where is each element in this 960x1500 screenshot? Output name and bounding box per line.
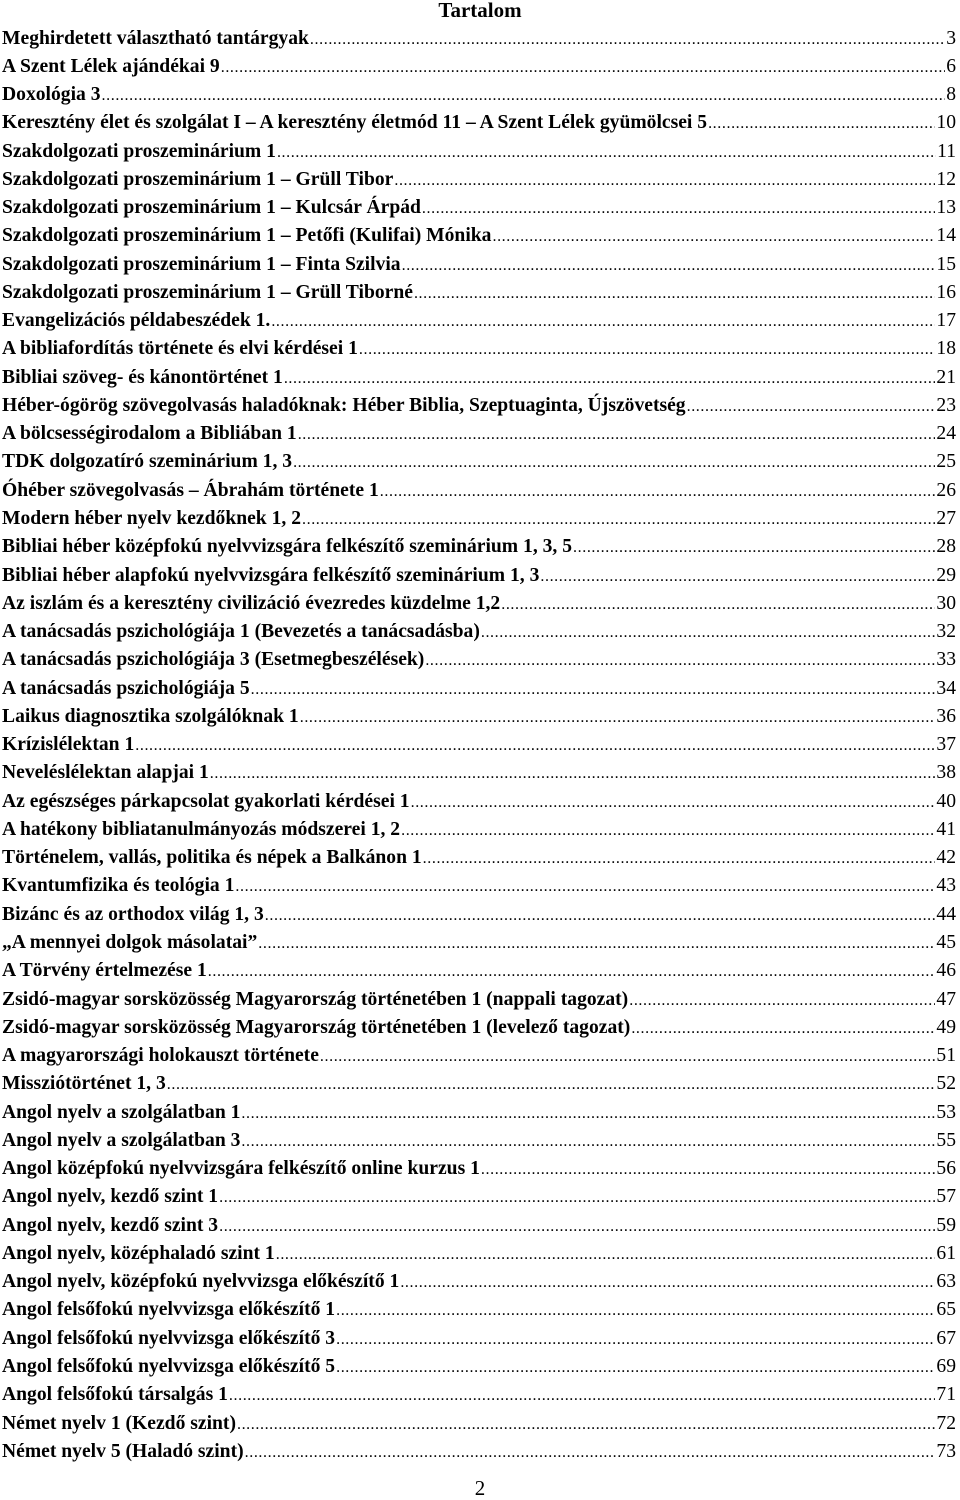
toc-entry-page-number: 43 xyxy=(936,875,956,897)
toc-entry[interactable] xyxy=(2,505,956,533)
dot-leader xyxy=(221,54,945,82)
dot-leader xyxy=(271,308,935,336)
dot-leader xyxy=(265,902,936,930)
toc-entry-page-number: 73 xyxy=(936,1440,956,1462)
toc-entry-page-number: 53 xyxy=(936,1101,956,1123)
dot-leader xyxy=(241,1128,935,1156)
toc-entry-page-number: 47 xyxy=(936,988,956,1010)
toc-entry-title: Angol felsőfokú nyelvvizsga előkészítő 3 xyxy=(2,1327,336,1349)
dot-leader xyxy=(687,393,936,421)
toc-entry-title: Keresztény élet és szolgálat I – A keresztény életmód 11 – A Szent Lélek gyümölcsei 5 xyxy=(2,112,708,134)
toc-entry-page-number: 56 xyxy=(936,1158,956,1180)
toc-entry-page-number: 41 xyxy=(936,818,956,840)
toc-entry-title: Szakdolgozati proszeminárium 1 – Grüll Tibor xyxy=(2,168,394,190)
dot-leader xyxy=(241,1100,935,1128)
dot-leader xyxy=(135,732,935,760)
toc-entry[interactable] xyxy=(2,1212,956,1240)
toc-entry-title: Angol középfokú nyelvvizsgára felkészítő online kurzus 1 xyxy=(2,1158,480,1180)
toc-entry[interactable] xyxy=(2,618,956,646)
toc-entry-page-number: 17 xyxy=(936,310,956,332)
toc-entry-title: Bibliai héber középfokú nyelvvizsgára felkészítő szeminárium 1, 3, 5 xyxy=(2,536,573,558)
dot-leader xyxy=(310,26,945,54)
toc-entry[interactable] xyxy=(2,166,956,194)
toc-entry-title: A bölcsességirodalom a Bibliában 1 xyxy=(2,423,297,445)
toc-entry-page-number: 33 xyxy=(936,649,956,671)
dot-leader xyxy=(298,421,936,449)
toc-entry-page-number: 13 xyxy=(936,197,956,219)
dot-leader xyxy=(425,647,935,675)
toc-entry-page-number: 38 xyxy=(936,762,956,784)
toc-entry-page-number: 18 xyxy=(936,338,956,360)
toc-entry-page-number: 12 xyxy=(936,168,956,190)
toc-entry-page-number: 26 xyxy=(936,479,956,501)
toc-entry-page-number: 34 xyxy=(936,677,956,699)
dot-leader xyxy=(219,1184,935,1212)
toc-entry-title: Az egészséges párkapcsolat gyakorlati kérdései 1 xyxy=(2,790,410,812)
toc-entry-page-number: 67 xyxy=(936,1327,956,1349)
toc-entry-page-number: 24 xyxy=(936,423,956,445)
toc-entry-page-number: 11 xyxy=(937,140,956,162)
toc-entry-title: Angol nyelv a szolgálatban 1 xyxy=(2,1101,241,1123)
toc-entry[interactable] xyxy=(2,1155,956,1183)
toc-entry-title: TDK dolgozatíró szeminárium 1, 3 xyxy=(2,451,293,473)
toc-entry[interactable] xyxy=(2,53,956,81)
toc-entry-page-number: 57 xyxy=(936,1186,956,1208)
toc-entry[interactable] xyxy=(2,731,956,759)
toc-entry-title: A tanácsadás pszichológiája 3 (Esetmegbeszélések) xyxy=(2,649,425,671)
toc-entry[interactable] xyxy=(2,1014,956,1042)
dot-leader xyxy=(302,506,935,534)
toc-entry-page-number: 40 xyxy=(936,790,956,812)
toc-entry-page-number: 23 xyxy=(936,394,956,416)
dot-leader xyxy=(219,1213,935,1241)
toc-entry-title: Német nyelv 5 (Haladó szint) xyxy=(2,1440,244,1462)
dot-leader xyxy=(210,760,936,788)
dot-leader xyxy=(422,195,935,223)
toc-entry[interactable] xyxy=(2,420,956,448)
toc-entry[interactable] xyxy=(2,251,956,279)
toc-entry-title: A magyarországi holokauszt története xyxy=(2,1045,319,1067)
toc-entry[interactable] xyxy=(2,1042,956,1070)
dot-leader xyxy=(492,223,935,251)
toc-entry[interactable] xyxy=(2,335,956,363)
dot-leader xyxy=(380,478,936,506)
dot-leader xyxy=(481,1156,936,1184)
toc-entry-title: Evangelizációs példabeszédek 1. xyxy=(2,310,271,332)
toc-entry[interactable] xyxy=(2,1381,956,1409)
toc-entry-title: Óhéber szövegolvasás – Ábrahám története 1 xyxy=(2,479,379,501)
toc-entry-page-number: 30 xyxy=(936,592,956,614)
toc-entry-title: Doxológia 3 xyxy=(2,84,101,106)
toc-entry-title: Zsidó-magyar sorsközösség Magyarország történetében 1 (nappali tagozat) xyxy=(2,988,629,1010)
dot-leader xyxy=(359,336,936,364)
toc-entry-title: Német nyelv 1 (Kezdő szint) xyxy=(2,1412,236,1434)
dot-leader xyxy=(102,82,946,110)
toc-entry[interactable] xyxy=(2,872,956,900)
toc-entry-title: Neveléslélektan alapjai 1 xyxy=(2,762,209,784)
toc-entry-title: Angol felsőfokú nyelvvizsga előkészítő 5 xyxy=(2,1355,336,1377)
toc-entry[interactable] xyxy=(2,1410,956,1438)
dot-leader xyxy=(414,280,935,308)
toc-entry[interactable] xyxy=(2,1268,956,1296)
toc-entry[interactable] xyxy=(2,703,956,731)
toc-entry-title: Missziótörténet 1, 3 xyxy=(2,1073,166,1095)
toc-entry-page-number: 72 xyxy=(936,1412,956,1434)
toc-entry[interactable] xyxy=(2,138,956,166)
dot-leader xyxy=(277,139,936,167)
toc-entry-title: Kvantumfizika és teológia 1 xyxy=(2,875,235,897)
dot-leader xyxy=(336,1297,935,1325)
toc-entry[interactable] xyxy=(2,1353,956,1381)
toc-entry[interactable] xyxy=(2,844,956,872)
table-of-contents xyxy=(2,25,956,1467)
dot-leader xyxy=(258,930,935,958)
toc-entry-title: Modern héber nyelv kezdőknek 1, 2 xyxy=(2,508,301,530)
dot-leader xyxy=(167,1071,936,1099)
dot-leader xyxy=(540,563,935,591)
dot-leader xyxy=(320,1043,936,1071)
toc-entry[interactable] xyxy=(2,25,956,53)
toc-entry-page-number: 29 xyxy=(936,564,956,586)
toc-entry[interactable] xyxy=(2,1099,956,1127)
toc-entry-title: Angol nyelv, kezdő szint 3 xyxy=(2,1214,219,1236)
toc-entry-title: A Szent Lélek ajándékai 9 xyxy=(2,55,220,77)
toc-entry[interactable] xyxy=(2,194,956,222)
toc-entry-page-number: 25 xyxy=(936,451,956,473)
toc-entry-page-number: 52 xyxy=(936,1073,956,1095)
toc-entry-page-number: 42 xyxy=(936,847,956,869)
dot-leader xyxy=(708,110,935,138)
toc-entry-title: Angol nyelv a szolgálatban 3 xyxy=(2,1129,241,1151)
toc-entry[interactable] xyxy=(2,1183,956,1211)
dot-leader xyxy=(501,591,935,619)
toc-entry-title: Szakdolgozati proszeminárium 1 xyxy=(2,140,276,162)
toc-entry-page-number: 59 xyxy=(936,1214,956,1236)
toc-entry-page-number: 32 xyxy=(936,621,956,643)
toc-entry[interactable] xyxy=(2,364,956,392)
page-number: 2 xyxy=(474,1476,486,1500)
toc-entry[interactable] xyxy=(2,279,956,307)
toc-entry[interactable] xyxy=(2,533,956,561)
dot-leader xyxy=(411,789,936,817)
dot-leader xyxy=(276,1241,936,1269)
toc-entry-title: Angol felsőfokú nyelvvizsga előkészítő 1 xyxy=(2,1299,336,1321)
toc-entry-title: Meghirdetett választható tantárgyak xyxy=(2,27,309,49)
dot-leader xyxy=(284,365,936,393)
toc-entry-title: Bibliai szöveg- és kánontörténet 1 xyxy=(2,366,283,388)
toc-entry[interactable] xyxy=(2,788,956,816)
dot-leader xyxy=(237,1411,935,1439)
toc-entry-title: Szakdolgozati proszeminárium 1 – Kulcsár Árpád xyxy=(2,197,421,219)
toc-entry-page-number: 45 xyxy=(936,932,956,953)
toc-entry-title: A hatékony bibliatanulmányozás módszerei 1, 2 xyxy=(2,818,401,840)
toc-entry-title: „A mennyei dolgok másolatai” xyxy=(2,932,258,953)
toc-entry[interactable] xyxy=(2,392,956,420)
toc-entry[interactable] xyxy=(2,448,956,476)
dot-leader xyxy=(631,1015,935,1043)
toc-entry[interactable] xyxy=(2,222,956,250)
toc-entry-title: Az iszlám és a keresztény civilizáció évezredes küzdelme 1,2 xyxy=(2,592,501,614)
toc-entry-title: Angol nyelv, kezdő szint 1 xyxy=(2,1186,219,1208)
dot-leader xyxy=(573,534,935,562)
dot-leader xyxy=(208,958,936,986)
toc-entry[interactable] xyxy=(2,1127,956,1155)
dot-leader xyxy=(400,1269,935,1297)
toc-entry-page-number: 3 xyxy=(946,27,956,49)
toc-entry-title: Angol nyelv, középfokú nyelvvizsga előkészítő 1 xyxy=(2,1271,400,1293)
dot-leader xyxy=(300,704,936,732)
toc-entry-title: Szakdolgozati proszeminárium 1 – Petőfi (Kulifai) Mónika xyxy=(2,225,492,247)
toc-entry[interactable] xyxy=(2,1296,956,1324)
dot-leader xyxy=(394,167,935,195)
toc-entry-title: Szakdolgozati proszeminárium 1 – Grüll Tiborné xyxy=(2,281,413,303)
toc-entry-page-number: 28 xyxy=(936,536,956,558)
toc-entry[interactable] xyxy=(2,109,956,137)
toc-entry-page-number: 8 xyxy=(946,84,956,106)
toc-entry-page-number: 14 xyxy=(936,225,956,247)
toc-entry-page-number: 36 xyxy=(936,705,956,727)
toc-entry-page-number: 6 xyxy=(946,55,956,77)
toc-heading: Tartalom xyxy=(438,0,522,22)
toc-entry[interactable] xyxy=(2,1438,956,1466)
toc-entry-page-number: 44 xyxy=(936,903,956,925)
toc-entry-page-number: 46 xyxy=(936,960,956,982)
toc-entry[interactable] xyxy=(2,590,956,618)
toc-entry-page-number: 15 xyxy=(936,253,956,275)
toc-entry[interactable] xyxy=(2,307,956,335)
toc-entry-title: A bibliafordítás története és elvi kérdései 1 xyxy=(2,338,358,360)
toc-entry-page-number: 21 xyxy=(936,366,956,388)
toc-entry[interactable] xyxy=(2,901,956,929)
dot-leader xyxy=(293,449,935,477)
toc-entry[interactable] xyxy=(2,477,956,505)
toc-entry-page-number: 49 xyxy=(936,1016,956,1038)
dot-leader xyxy=(629,987,935,1015)
toc-entry-page-number: 51 xyxy=(936,1045,956,1067)
toc-entry[interactable] xyxy=(2,562,956,590)
dot-leader xyxy=(336,1326,935,1354)
toc-entry[interactable] xyxy=(2,929,956,957)
toc-entry-page-number: 55 xyxy=(936,1129,956,1151)
toc-entry-title: Angol nyelv, középhaladó szint 1 xyxy=(2,1242,275,1264)
toc-entry-title: Héber-ógörög szövegolvasás haladóknak: Héber Biblia, Szeptuaginta, Újszövetség xyxy=(2,394,686,416)
toc-entry-page-number: 37 xyxy=(936,734,956,756)
toc-entry[interactable] xyxy=(2,816,956,844)
toc-entry-page-number: 10 xyxy=(936,112,956,134)
toc-entry[interactable] xyxy=(2,646,956,674)
toc-entry[interactable] xyxy=(2,986,956,1014)
toc-entry-page-number: 61 xyxy=(936,1242,956,1264)
toc-entry-title: Laikus diagnosztika szolgálóknak 1 xyxy=(2,705,299,727)
toc-entry-page-number: 63 xyxy=(936,1271,956,1293)
dot-leader xyxy=(402,252,936,280)
dot-leader xyxy=(423,845,936,873)
toc-entry-title: A tanácsadás pszichológiája 1 (Bevezetés a tanácsadásba) xyxy=(2,621,480,643)
toc-entry-page-number: 27 xyxy=(936,508,956,530)
toc-entry-title: Zsidó-magyar sorsközösség Magyarország történetében 1 (levelező tagozat) xyxy=(2,1016,631,1038)
dot-leader xyxy=(481,619,936,647)
dot-leader xyxy=(245,1439,936,1467)
toc-entry[interactable] xyxy=(2,1240,956,1268)
toc-entry-title: Bizánc és az orthodox világ 1, 3 xyxy=(2,903,264,925)
toc-entry-page-number: 69 xyxy=(936,1355,956,1377)
dot-leader xyxy=(235,873,935,901)
dot-leader xyxy=(229,1382,936,1410)
toc-entry-page-number: 71 xyxy=(936,1384,956,1406)
toc-entry[interactable] xyxy=(2,1070,956,1098)
dot-leader xyxy=(401,817,935,845)
toc-entry-title: Bibliai héber alapfokú nyelvvizsgára felkészítő szeminárium 1, 3 xyxy=(2,564,540,586)
toc-entry-title: A Törvény értelmezése 1 xyxy=(2,960,207,982)
toc-entry-title: Történelem, vallás, politika és népek a Balkánon 1 xyxy=(2,847,422,869)
toc-entry-page-number: 65 xyxy=(936,1299,956,1321)
toc-entry-page-number: 16 xyxy=(936,281,956,303)
toc-entry[interactable] xyxy=(2,759,956,787)
toc-entry-title: Angol felsőfokú társalgás 1 xyxy=(2,1384,228,1406)
toc-entry[interactable] xyxy=(2,81,956,109)
toc-entry[interactable] xyxy=(2,675,956,703)
toc-entry[interactable] xyxy=(2,1325,956,1353)
toc-entry-title: A tanácsadás pszichológiája 5 xyxy=(2,677,250,699)
toc-entry-title: Szakdolgozati proszeminárium 1 – Finta Szilvia xyxy=(2,253,401,275)
toc-entry-title: Krízislélektan 1 xyxy=(2,734,135,756)
dot-leader xyxy=(251,676,936,704)
dot-leader xyxy=(336,1354,935,1382)
toc-entry[interactable] xyxy=(2,957,956,985)
